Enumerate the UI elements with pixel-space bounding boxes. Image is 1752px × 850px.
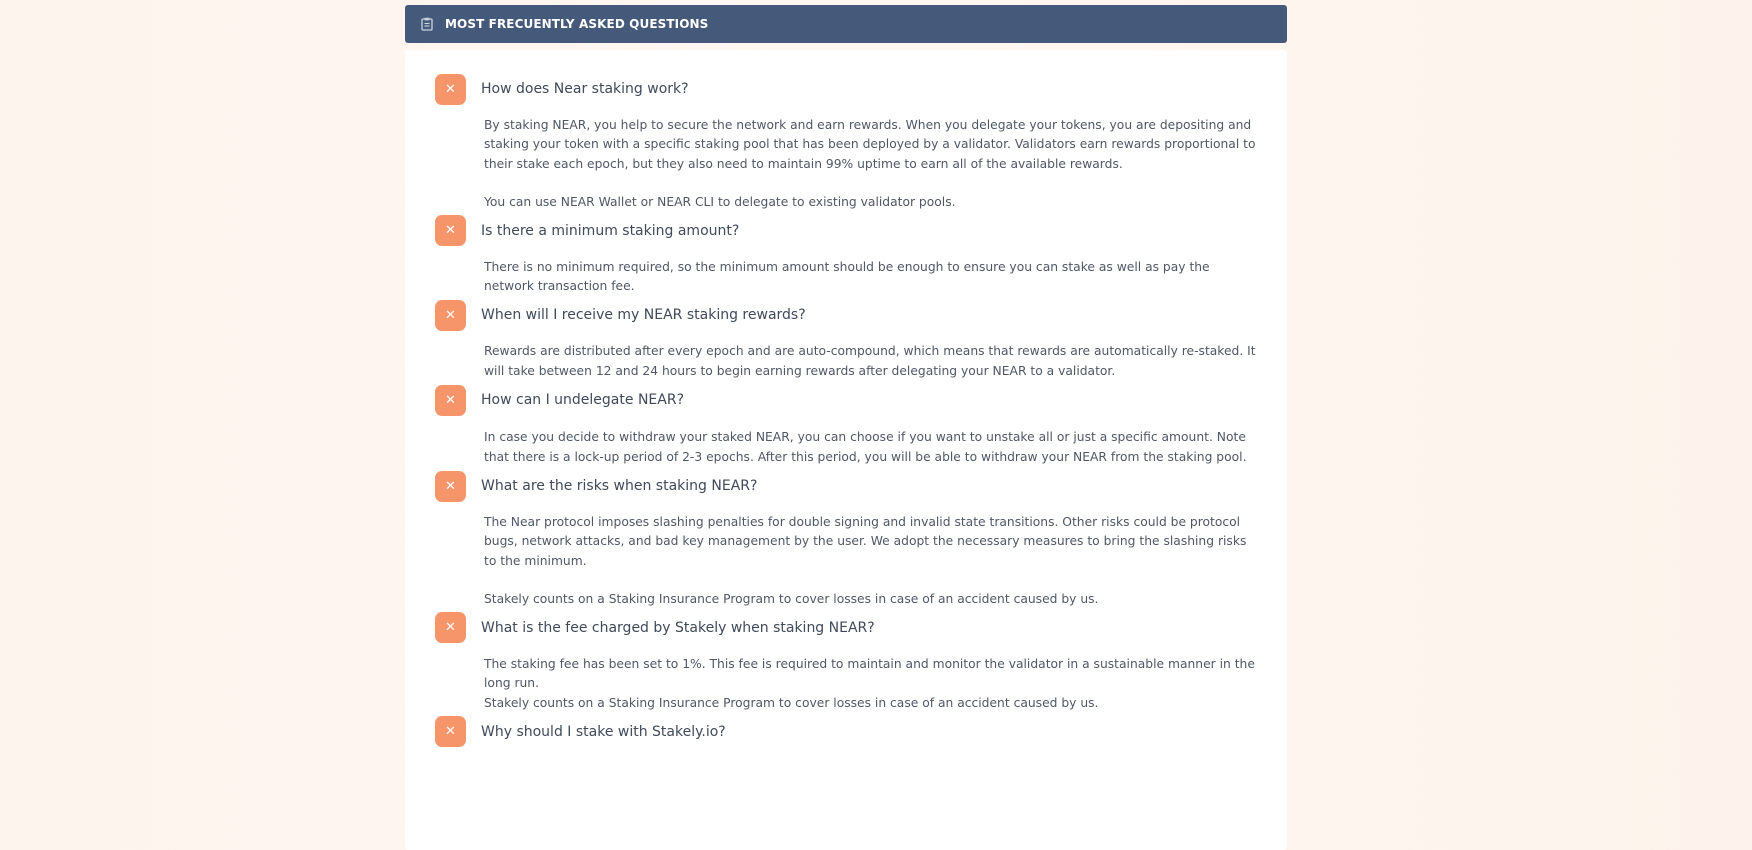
close-icon[interactable]: ✕ xyxy=(435,74,466,105)
faq-answer xyxy=(484,258,1261,297)
faq-item xyxy=(435,716,1287,748)
faq-question-row[interactable] xyxy=(435,470,1287,502)
faq-item xyxy=(435,612,1287,713)
faq-item xyxy=(435,215,1287,297)
faq-list xyxy=(405,50,1287,850)
faq-question[interactable]: What is the fee charged by Stakely when staking NEAR? xyxy=(481,619,875,636)
clipboard-icon xyxy=(420,17,434,31)
faq-question-row[interactable] xyxy=(435,612,1287,644)
faq-question-row[interactable] xyxy=(435,716,1287,748)
faq-item xyxy=(435,299,1287,381)
faq-item xyxy=(435,384,1287,467)
faq-header xyxy=(405,5,1287,43)
faq-question[interactable]: Why should I stake with Stakely.io? xyxy=(481,723,726,740)
faq-item xyxy=(435,470,1287,610)
faq-question-row[interactable] xyxy=(435,73,1287,105)
faq-question-row[interactable] xyxy=(435,215,1287,247)
faq-section xyxy=(405,5,1287,850)
close-icon[interactable]: ✕ xyxy=(435,716,466,747)
close-icon[interactable]: ✕ xyxy=(435,215,466,246)
faq-answer xyxy=(484,513,1261,610)
faq-title: MOST FRECUENTLY ASKED QUESTIONS xyxy=(445,17,709,31)
close-icon[interactable]: ✕ xyxy=(435,471,466,502)
faq-answer xyxy=(484,116,1261,213)
answer-paragraph: Stakely counts on a Staking Insurance Program to cover losses in case of an accident caused by us. xyxy=(484,592,1099,607)
faq-question[interactable]: When will I receive my NEAR staking rewards? xyxy=(481,307,806,324)
answer-paragraph: Rewards are distributed after every epoch and are auto-compound, which means that rewards are automatically re-staked. It will take between 12 and 24 hours to begin earning rewards after delegating your NEAR to a validator. xyxy=(484,344,1256,378)
close-icon[interactable]: ✕ xyxy=(435,612,466,643)
faq-question[interactable]: Is there a minimum staking amount? xyxy=(481,222,740,239)
faq-question[interactable]: How can I undelegate NEAR? xyxy=(481,392,684,409)
faq-question[interactable]: How does Near staking work? xyxy=(481,81,689,97)
answer-paragraph: You can use NEAR Wallet or NEAR CLI to delegate to existing validator pools. xyxy=(484,195,956,210)
close-icon[interactable]: ✕ xyxy=(435,300,466,331)
faq-answer xyxy=(484,342,1261,381)
close-icon[interactable]: ✕ xyxy=(435,385,466,416)
answer-paragraph: In case you decide to withdraw your staked NEAR, you can choose if you want to unstake all or just a specific amount. Note that there is a lock-up period of 2-3 epochs. After this period, you will be able to withdraw your NEAR from the staking pool. xyxy=(484,430,1247,464)
answer-paragraph: There is no minimum required, so the minimum amount should be enough to ensure you can stake as well as pay the network transaction fee. xyxy=(484,259,1210,294)
faq-question-row[interactable] xyxy=(435,384,1287,416)
answer-paragraph: Stakely counts on a Staking Insurance Program to cover losses in case of an accident caused by us. xyxy=(484,695,1099,710)
faq-answer xyxy=(484,655,1261,713)
faq-answer xyxy=(484,428,1261,467)
faq-item xyxy=(435,73,1287,213)
answer-paragraph: The Near protocol imposes slashing penalties for double signing and invalid state transitions. Other risks could be protocol bugs, network attacks, and bad key management by the user. We adopt the necessary measures to bring the slashing risks to the minimum. xyxy=(484,515,1247,568)
faq-question-row[interactable] xyxy=(435,299,1287,331)
faq-question[interactable]: What are the risks when staking NEAR? xyxy=(481,478,758,495)
answer-paragraph: The staking fee has been set to 1%. This fee is required to maintain and monitor the validator in a sustainable manner in the long run. xyxy=(484,656,1255,691)
answer-paragraph: By staking NEAR, you help to secure the network and earn rewards. When you delegate your tokens, you are depositing and staking your token with a specific staking pool that has been deployed by a validator. Validators earn rewards proportional to their stake each epoch, but they also need to maintain 99% uptime to earn all of the available rewards. xyxy=(484,118,1256,171)
